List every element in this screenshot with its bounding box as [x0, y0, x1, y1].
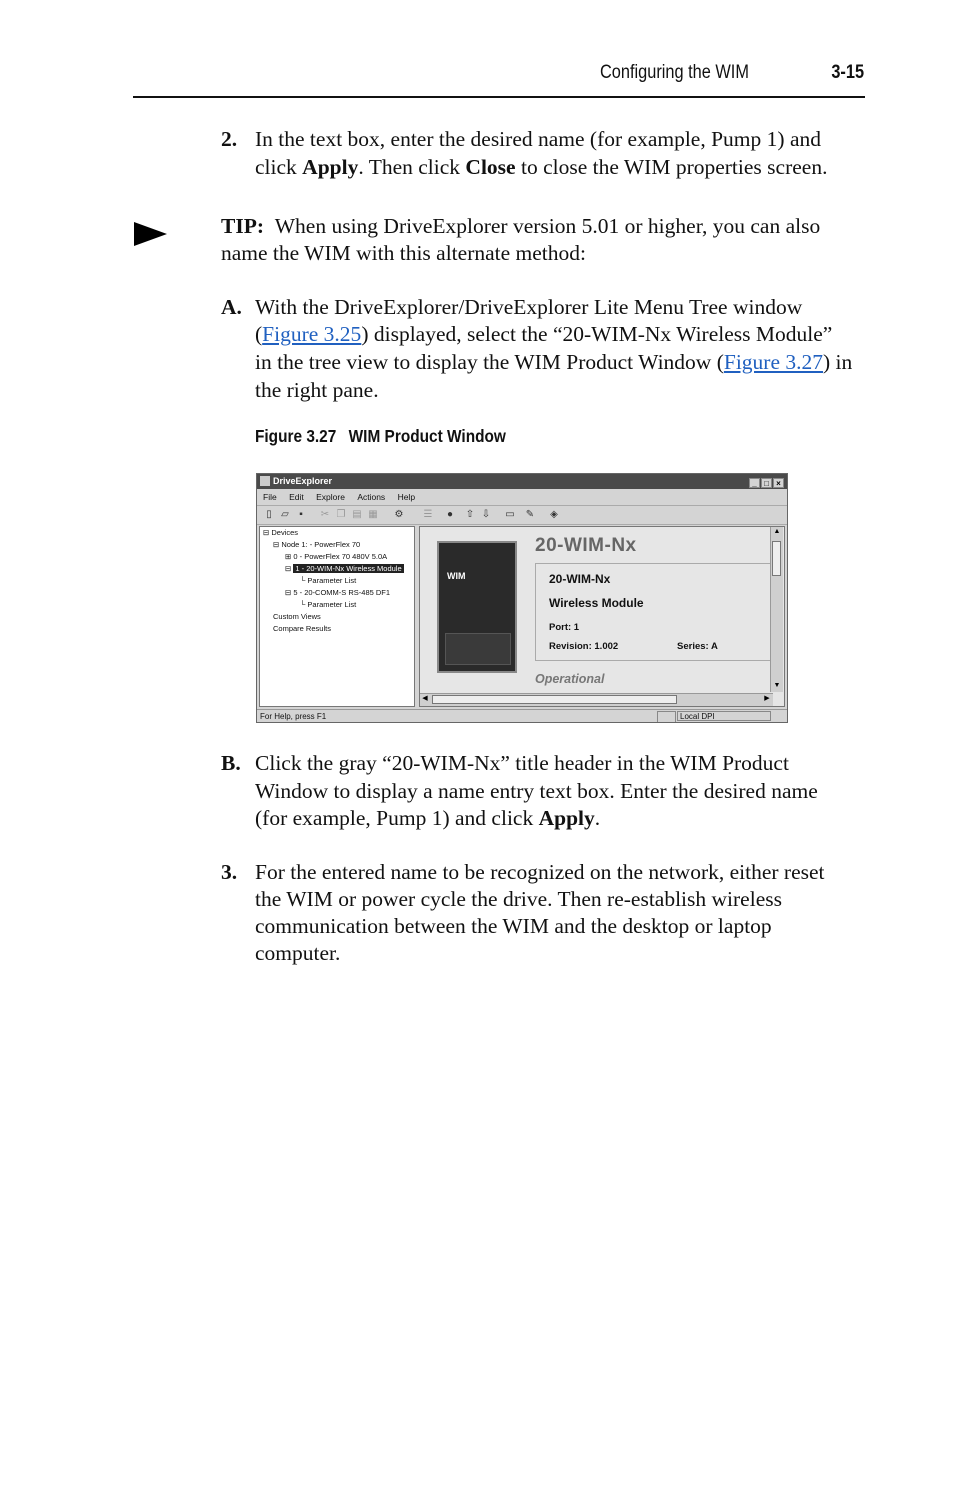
product-status: Operational: [535, 672, 605, 686]
edit-icon[interactable]: ✎: [525, 509, 535, 520]
save-icon[interactable]: ▪: [299, 509, 303, 520]
step-3-line-3: communication between the WIM and the desktop or laptop: [255, 914, 772, 938]
apply-term-b: Apply: [538, 806, 595, 830]
step-b-line-1: Click the gray “20-WIM-Nx” title header in the WIM Product: [255, 751, 789, 775]
figure-label: Figure 3.27: [255, 426, 337, 446]
product-port: Port: 1: [549, 622, 580, 633]
status-cell: [657, 711, 676, 723]
step-a-line-1: With the DriveExplorer/DriveExplorer Lite Menu Tree window: [255, 295, 803, 319]
wim-product-window-screenshot: [256, 473, 788, 723]
tip-arrow-icon: [134, 222, 167, 246]
upload-icon[interactable]: ⇧: [465, 509, 475, 520]
maximize-icon[interactable]: □: [761, 478, 772, 488]
product-pane: [419, 526, 785, 707]
product-type: Wireless Module: [549, 596, 644, 610]
step-a-line-4: the right pane.: [255, 378, 379, 402]
wim-device-image: [437, 541, 517, 673]
step-b-line-3: (for example, Pump 1) and click Apply.: [255, 806, 601, 830]
step-3-line-4: computer.: [255, 941, 341, 965]
info-icon[interactable]: ●: [446, 509, 454, 520]
toolbar: [257, 505, 787, 525]
menu-file[interactable]: File: [263, 492, 277, 502]
status-help-text: For Help, press F1: [260, 712, 327, 721]
vertical-scrollbar[interactable]: [770, 527, 783, 692]
close-term: Close: [465, 155, 516, 179]
tree-item-custom-views[interactable]: Custom Views: [273, 612, 321, 621]
figure-title: WIM Product Window: [348, 426, 506, 446]
header-rule: [133, 96, 865, 98]
tip-line-1: TIP: When using DriveExplorer version 5.01 or higher, you can also: [221, 214, 821, 238]
tip-label: TIP:: [221, 214, 264, 238]
tree-item-node-1[interactable]: ⊟ Node 1: - PowerFlex 70: [273, 540, 361, 549]
paste-icon[interactable]: ▤: [352, 509, 362, 520]
step-b-line-2: Window to display a name entry text box. Enter the desired name: [255, 779, 818, 803]
print-icon[interactable]: ▦: [368, 509, 378, 520]
close-icon[interactable]: ×: [773, 478, 784, 488]
minimize-icon[interactable]: _: [749, 478, 760, 488]
menu-help[interactable]: Help: [397, 492, 416, 502]
step-2-number: 2.: [221, 127, 238, 151]
new-icon[interactable]: ▯: [266, 509, 272, 520]
apply-term: Apply: [302, 155, 359, 179]
scroll-left-icon[interactable]: ◀: [422, 695, 428, 702]
status-bar: [257, 709, 787, 723]
download-icon[interactable]: ⇩: [481, 509, 491, 520]
figure-3-25-link[interactable]: Figure 3.25: [262, 322, 362, 346]
step-a-line-2: (Figure 3.25) displayed, select the “20-WIM-Nx Wireless Module”: [255, 322, 833, 346]
step-a-letter: A.: [221, 295, 242, 319]
step-3-line-1: For the entered name to be recognized on the network, either reset: [255, 860, 825, 884]
horizontal-scrollbar[interactable]: [420, 693, 773, 706]
tree-item-compare-results[interactable]: Compare Results: [273, 624, 331, 633]
step-b-letter: B.: [221, 751, 241, 775]
product-name: 20-WIM-Nx: [549, 572, 611, 586]
menu-actions[interactable]: Actions: [357, 492, 386, 502]
step-2-line-2: click Apply. Then click Close to close the WIM properties screen.: [255, 155, 828, 179]
horizontal-scroll-thumb[interactable]: [432, 695, 677, 704]
product-title-header[interactable]: 20-WIM-Nx: [535, 535, 637, 556]
menu-edit[interactable]: Edit: [289, 492, 304, 502]
tree-item-devices[interactable]: ⊟ Devices: [263, 528, 299, 537]
status-connection: Local DPI: [677, 711, 771, 721]
menu-explore[interactable]: Explore: [316, 492, 345, 502]
window-titlebar: [257, 474, 787, 489]
menu-bar: [257, 490, 787, 504]
app-icon: [260, 476, 270, 486]
step-3-line-2: the WIM or power cycle the drive. Then re-establish wireless: [255, 887, 782, 911]
filter-icon[interactable]: ☰: [423, 509, 433, 520]
scroll-up-icon[interactable]: ▲: [773, 528, 781, 535]
diamond-icon[interactable]: ◈: [550, 509, 558, 520]
figure-3-27-link[interactable]: Figure 3.27: [723, 350, 824, 374]
product-info-box: [535, 563, 772, 661]
product-series: Series: A: [677, 641, 718, 652]
product-revision: Revision: 1.002: [549, 641, 619, 652]
vertical-scroll-thumb[interactable]: [772, 541, 781, 576]
running-header-title: Configuring the WIM: [600, 62, 749, 83]
tree-item-parameter-list[interactable]: └ Parameter List: [300, 576, 357, 585]
step-2-line-1: In the text box, enter the desired name (for example, Pump 1) and: [255, 127, 821, 151]
scroll-right-icon[interactable]: ▶: [764, 695, 770, 702]
page-number: 3-15: [831, 62, 864, 83]
tip-line-2: name the WIM with this alternate method:: [221, 241, 587, 265]
step-a-line-3: in the tree view to display the WIM Product Window (Figure 3.27) in: [255, 350, 853, 374]
cut-icon[interactable]: ✂: [320, 509, 330, 520]
tree-item-20-comm-s[interactable]: ⊟ 5 - 20-COMM-S RS-485 DF1: [285, 588, 391, 597]
tree-item-powerflex[interactable]: ⊞ 0 - PowerFlex 70 480V 5.0A: [285, 552, 388, 561]
device-label-panel: [445, 633, 511, 665]
scroll-down-icon[interactable]: ▼: [773, 682, 781, 689]
keypad-icon[interactable]: ▭: [505, 509, 515, 520]
tree-item-parameter-list-2[interactable]: └ Parameter List: [300, 600, 357, 609]
copy-icon[interactable]: ❐: [336, 509, 346, 520]
figure-caption: [255, 426, 506, 447]
connect-icon[interactable]: ⚙: [394, 509, 404, 520]
step-3-number: 3.: [221, 860, 238, 884]
window-title: DriveExplorer: [273, 476, 333, 486]
tree-item-wim[interactable]: ⊟ 1 - 20-WIM-Nx Wireless Module: [285, 564, 402, 573]
open-icon[interactable]: ▱: [281, 509, 289, 520]
device-tree: [259, 526, 415, 707]
wim-logo: WIM: [447, 571, 466, 581]
